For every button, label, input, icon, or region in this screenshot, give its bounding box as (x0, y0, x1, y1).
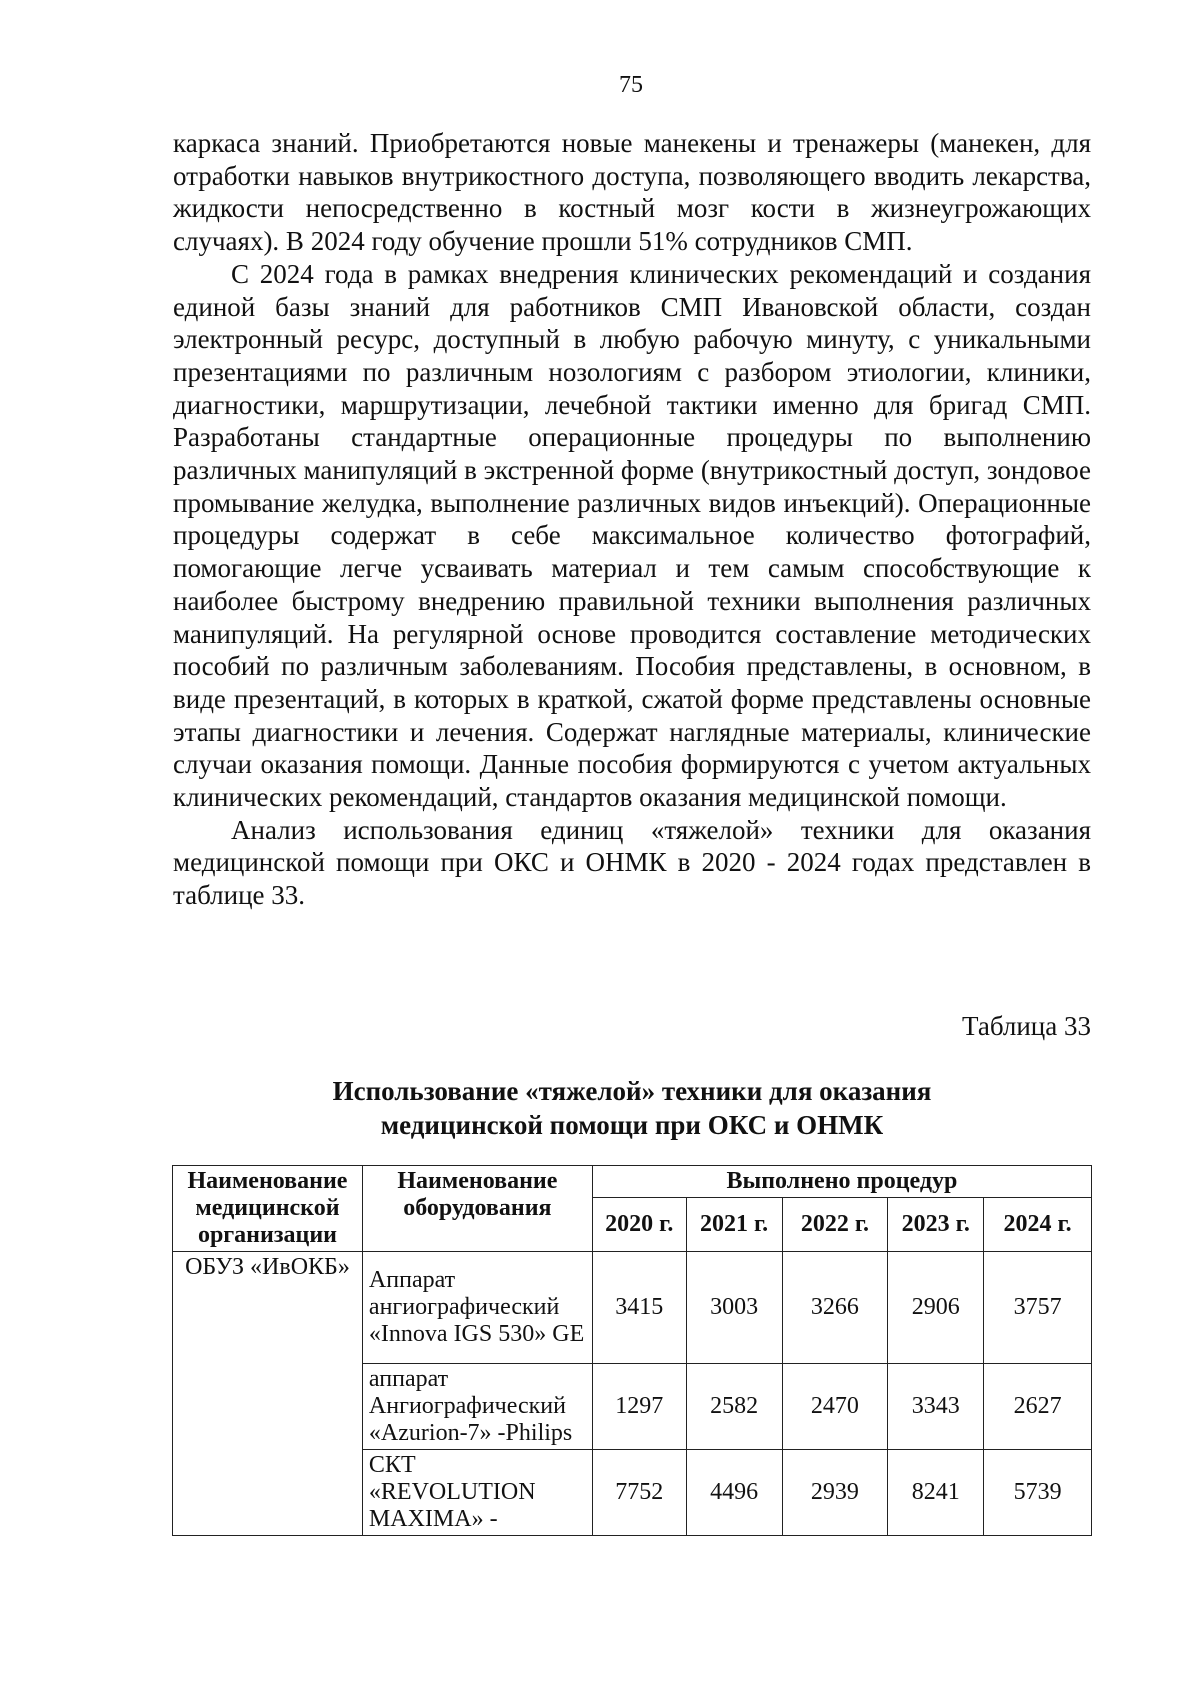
value-cell: 3757 (984, 1252, 1092, 1364)
table-label: Таблица 33 (962, 1011, 1091, 1041)
value-cell: 3415 (592, 1252, 686, 1364)
value-cell: 5739 (984, 1450, 1092, 1536)
equipment-cell: Аппарат ангиографический «Innova IGS 530» GE (362, 1252, 592, 1364)
header-year-2021: 2021 г. (686, 1198, 782, 1252)
equipment-cell: аппарат Ангиографический «Azurion-7» -Philips (362, 1364, 592, 1450)
header-year-2023: 2023 г. (888, 1198, 984, 1252)
body-text (173, 127, 1091, 912)
header-year-2024: 2024 г. (984, 1198, 1092, 1252)
table-title (173, 1074, 1091, 1142)
page-number: 75 (619, 72, 643, 98)
equipment-cell: СКТ «REVOLUTION MAXIMA» - (362, 1450, 592, 1536)
value-cell: 3343 (888, 1364, 984, 1450)
value-cell: 7752 (592, 1450, 686, 1536)
value-cell: 2906 (888, 1252, 984, 1364)
value-cell: 4496 (686, 1450, 782, 1536)
value-cell: 8241 (888, 1450, 984, 1536)
header-year-2022: 2022 г. (782, 1198, 888, 1252)
value-cell: 3003 (686, 1252, 782, 1364)
value-cell: 2939 (782, 1450, 888, 1536)
table-title-line-2: медицинской помощи при ОКС и ОНМК (380, 1110, 884, 1140)
value-cell: 2470 (782, 1364, 888, 1450)
paragraph-2: С 2024 года в рамках внедрения клинических рекомендаций и создания единой базы знаний для работников СМП Ивановской области, создан электронный ресурс, доступный в любую рабочую минуту, с уникальными презентациями по различным нозологиям с разбором этиологии, клиники, диагностики, маршрутизации, лечебной тактики именно для бригад СМП. Разработаны стандартные операционные процедуры по выполнению различных манипуляций в экстренной форме (внутрикостный доступ, зондовое промывание желудка, выполнение различных видов инъекций). Операционные процедуры содержат в себе максимальное количество фотографий, помогающие легче усваивать материал и тем самым способствующие к наиболее быстрому внедрению правильной техники выполнения различных манипуляций. На регулярной основе проводится составление методических пособий по различным заболеваниям. Пособия представлены, в основном, в виде презентаций, в которых в краткой, сжатой форме представлены основные этапы диагностики и лечения. Содержат наглядные материалы, клинические случаи оказания помощи. Данные пособия формируются с учетом актуальных клинических рекомендаций, стандартов оказания медицинской помощи. (173, 258, 1091, 813)
paragraph-3: Анализ использования единиц «тяжелой» техники для оказания медицинской помощи при ОКС и ОНМК в 2020 - 2024 годах представлен в таблице 33. (173, 814, 1091, 911)
table-row (173, 1252, 1092, 1364)
table-title-line-1: Использование «тяжелой» техники для оказания (332, 1076, 932, 1106)
table-header-row-1 (173, 1166, 1092, 1198)
value-cell: 2582 (686, 1364, 782, 1450)
value-cell: 2627 (984, 1364, 1092, 1450)
value-cell: 1297 (592, 1364, 686, 1450)
organization-cell: ОБУЗ «ИвОКБ» (173, 1252, 363, 1536)
paragraph-1: каркаса знаний. Приобретаются новые манекены и тренажеры (манекен, для отработки навыков внутрикостного доступа, позволяющего вводить лекарства, жидкости непосредственно в костный мозг кости в жизнеугрожающих случаях). В 2024 году обучение прошли 51% сотрудников СМП. (173, 128, 1091, 257)
header-year-2020: 2020 г. (592, 1198, 686, 1252)
equipment-usage-table (172, 1165, 1092, 1536)
header-equipment: Наименование оборудования (362, 1166, 592, 1252)
header-organization: Наименование медицинской организации (173, 1166, 363, 1252)
value-cell: 3266 (782, 1252, 888, 1364)
header-procedures: Выполнено процедур (592, 1166, 1091, 1198)
